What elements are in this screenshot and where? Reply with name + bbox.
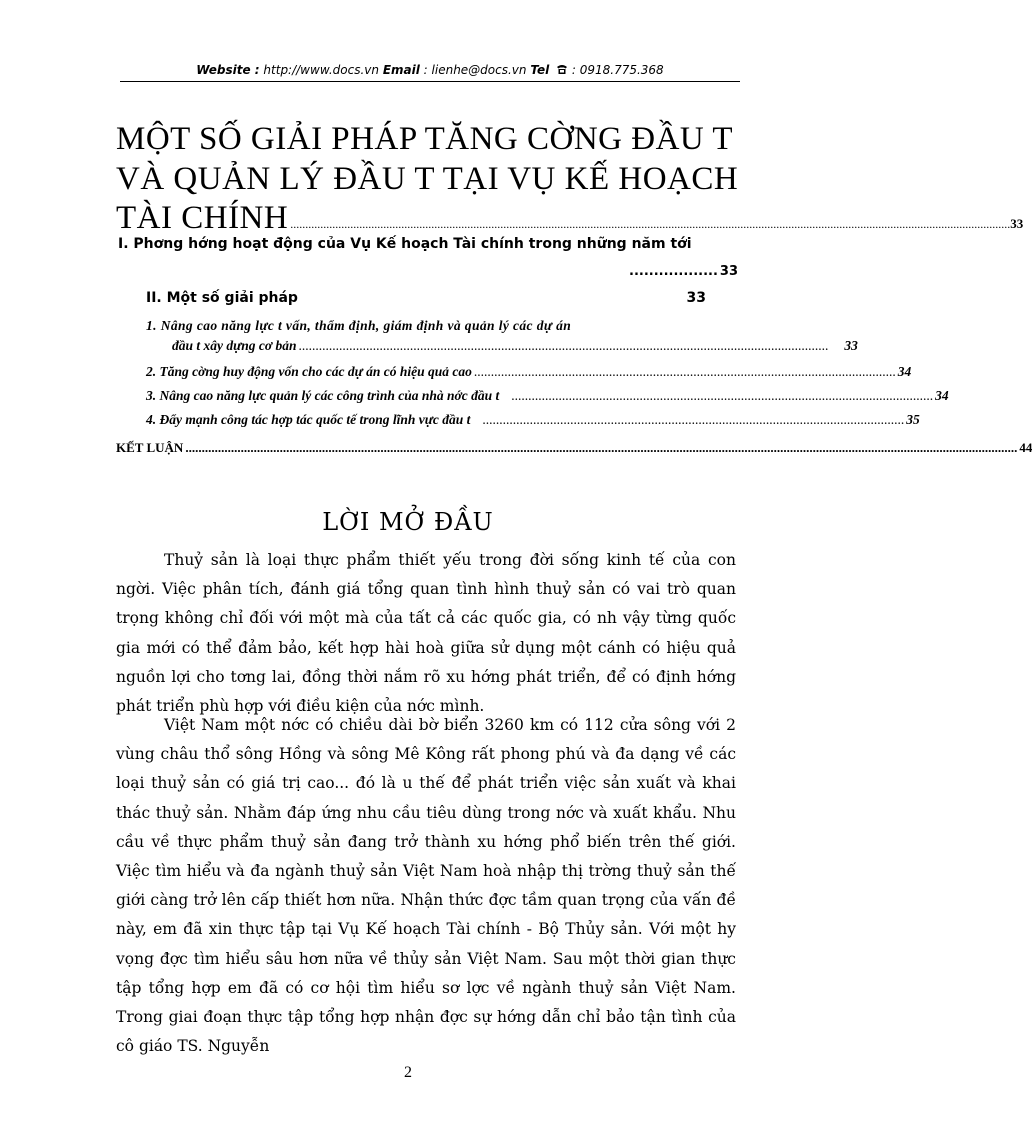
website-label: Website :: [196, 63, 260, 77]
tel-label: Tel: [530, 63, 550, 77]
toc-item-4[interactable]: [146, 412, 920, 428]
toc-section-1[interactable]: [118, 236, 738, 252]
email-label: Email: [382, 63, 420, 77]
phone-number: : 0918.775.368: [568, 63, 664, 77]
toc-section-2[interactable]: [146, 290, 706, 306]
toc-item-1-text: 1. Nâng cao năng lực t vấn, thẩm định, giám định và quản lý các dự án: [146, 318, 572, 333]
toc-title-line-3-text: TÀI CHÍNH: [116, 200, 289, 236]
page-header: [120, 63, 740, 78]
toc-item-1-text-cont: đầu t xây dựng cơ bản: [172, 338, 297, 353]
toc-item-1-continued[interactable]: [172, 338, 858, 354]
toc-item-3[interactable]: [146, 388, 949, 404]
toc-title-page: 33: [1010, 216, 1024, 231]
toc-item-2-text: 2. Tăng cờng huy động vốn cho các dự án có hiệu quả cao: [146, 364, 472, 379]
toc-section-2-page: 33: [686, 290, 706, 306]
toc-title-line-1[interactable]: MỘT SỐ GIẢI PHÁP TĂNG CỜNG ĐẦU T: [116, 121, 734, 157]
toc-leader-dots: .............................................................................................................................................................: [298, 338, 829, 353]
header-rule: [120, 81, 740, 82]
intro-paragraph-1: Thuỷ sản là loại thực phẩm thiết yếu trong đời sống kinh tế của con ngời. Việc phân tích, đánh giá tổng quan tình hình thuỷ sản có vai trò quan trọng không chỉ đối với một mà của tất cả các quốc gia, có nh vậy từng quốc gia mới có thể đảm bảo, kết hợp hài hoà giữa sử dụng một cánh có hiệu quả nguồn lợi cho tơng lai, đồng thời nắm rõ xu hớng phát triển, để có định hớng phát triển phù hợp với điều kiện của nớc mình.: [116, 551, 736, 716]
toc-leader-dots: ................................................................................................................................................................................................................................................: [290, 217, 1011, 231]
toc-item-3-text: 3. Nâng cao năng lực quản lý các công trình của nhà nớc đầu t: [146, 388, 500, 403]
toc-conclusion[interactable]: [116, 440, 1032, 456]
toc-item-4-text: 4. Đẩy mạnh công tác hợp tác quốc tế trong lĩnh vực đầu t: [146, 412, 471, 427]
email-address[interactable]: : lienhe@docs.vn: [419, 63, 531, 77]
toc-title-line-2[interactable]: VÀ QUẢN LÝ ĐẦU T TẠI VỤ KẾ HOẠCH: [116, 161, 739, 197]
phone-icon: [556, 64, 568, 78]
toc-item-1[interactable]: [146, 318, 738, 334]
toc-leader-dots: .............................................................................................................................: [482, 412, 905, 427]
page-number: 2: [404, 1064, 412, 1081]
toc-item-2-page: 34: [897, 364, 912, 379]
toc-section-2-text: II. Một số giải pháp: [146, 290, 298, 306]
toc-leader-dots: ................................................................................................................................................................................................................................................................: [185, 440, 1018, 455]
toc-item-3-page: 34: [935, 388, 949, 403]
toc-conclusion-page: 44: [1019, 440, 1032, 455]
toc-item-4-page: 35: [906, 412, 920, 427]
toc-item-1-page: 33: [844, 338, 858, 353]
toc-conclusion-text: KẾT LUẬN: [116, 440, 184, 455]
toc-leader-dots: .............................................................................................................................: [511, 388, 934, 403]
toc-section-1-page: 33: [719, 264, 738, 279]
website-url[interactable]: http://www.docs.vn: [259, 63, 383, 77]
intro-paragraph-2: Việt Nam một nớc có chiều dài bờ biển 3260 km có 112 cửa sông với 2 vùng châu thổ sông Hồng và sông Mê Kông rất phong phú và đa dạng về các loại thuỷ sản có giá trị cao... đó là u thế để phát triển việc sản xuất và khai thác thuỷ sản. Nhằm đáp ứng nhu cầu tiêu dùng trong nớc và xuất khẩu. Nhu cầu về thực phẩm thuỷ sản đang trở thành xu hớng phổ biến trên thế giới. Việc tìm hiểu và đa ngành thuỷ sản Việt Nam hoà nhập thị trờng thuỷ sản thế giới càng trở lên cấp thiết hơn nữa. Nhận thức đợc tầm quan trọng của vấn đề này, em đã xin thực tập tại Vụ Kế hoạch Tài chính - Bộ Thủy sản. Với một hy vọng đợc tìm hiểu sâu hơn nữa về thủy sản Việt Nam. Sau một thời gian thực tập tổng hợp em đã có cơ hội tìm hiểu sơ lợc về ngành thuỷ sản Việt Nam. Trong giai đoạn thực tập tổng hợp nhận đợc sự hớng dẫn chỉ bảo tận tình của cô giáo TS. Nguyễn: [116, 716, 736, 1056]
toc-leader-dots: .............................................................................................................................: [473, 364, 896, 379]
toc-leader-dots: ..................: [629, 264, 718, 279]
toc-item-2[interactable]: [146, 364, 912, 380]
intro-heading: LỜI MỞ ĐẦU: [322, 508, 494, 536]
toc-section-1-text: I. Phơng hớng hoạt động của Vụ Kế hoạch Tài chính trong những năm tới: [118, 236, 692, 252]
toc-section-1-page-line[interactable]: [629, 264, 738, 279]
